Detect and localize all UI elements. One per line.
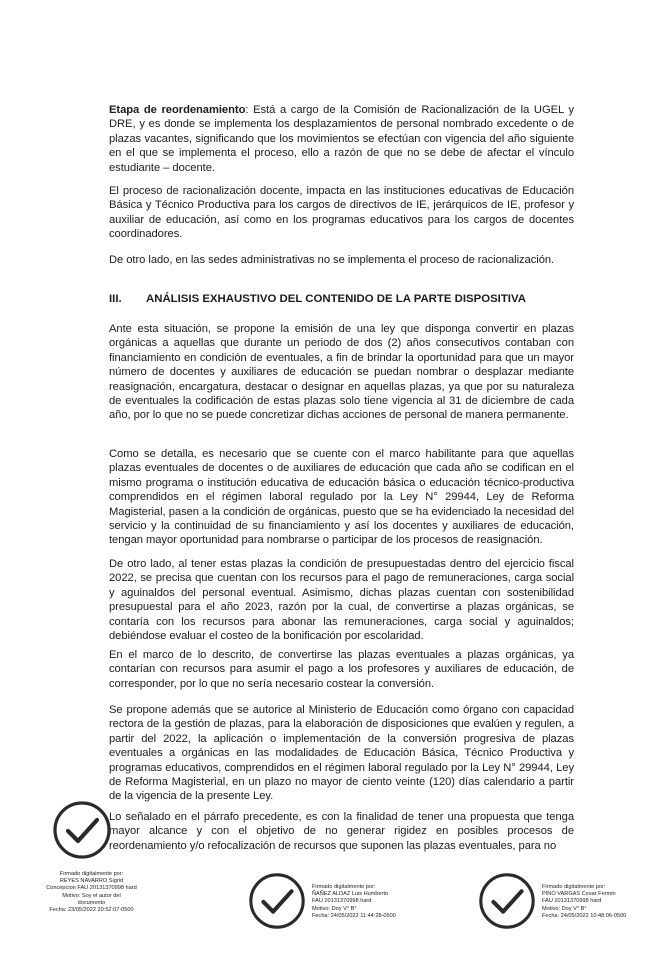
signature-line: Motivo: Soy el autor del [62,892,121,899]
paragraph-marco-habilitante [109,447,574,548]
signature-line: Fecha: 24/05/2022 11:44:28-0500 [312,912,396,919]
signature-line: Fecha: 24/05/2022 10:48:06-0500 [542,912,627,919]
paragraph-text: Como se detalla, es necesario que se cuente con el marco habilitante para que aquellas plazas eventuales de docentes o de auxiliares de educación que cada año se codifican en el mismo programa o institución educativa de educación básica o educación técnico-productiva comprendidos en el régimen laboral regulado por la Ley N° 29944, Ley de Reforma Magisterial, pasen a la condición de orgánicas, puesto que se ha evidenciado la necesidad del servicio y la continuidad de su financiamiento y así los docentes y auxiliares de educación, tengan mayor oportunidad para nombrarse o participar de los procesos de reasignación. [109,448,574,547]
paragraph-text: Se propone además que se autorice al Ministerio de Educación como órgano con capacidad rectora de la gestión de plazas, para la elaboración de disposiciones que evalúen y regulen, a partir del 2022, la aplicación o implementación de la conversión progresiva de plazas eventuales a orgánicas en las modalidades de Educación Básica, Técnico Productiva y programas educativos, comprendidos en el régimen laboral regulado por la Ley N° 29944, Ley de Reforma Magisterial, en un plazo no mayor de ciento veinte (120) días calendario a partir de la vigencia de la presente Ley. [109,704,574,803]
section-heading [109,293,579,305]
paragraph-propuesta-ley [109,322,574,423]
term-etapa-reordenamiento: Etapa de reordenamiento [109,104,246,116]
paragraph-marco-descrito [109,648,574,691]
paragraph-text: El proceso de racionalización docente, impacta en las instituciones educativas de Educación Básica y Técnico Productiva para los cargos de directivos de IE, jerárquicos de IE, profesor y auxiliar de educación, así como en los programas educativos para los cargos de docentes coordinadores. [109,185,574,241]
checkmark-seal-icon [476,870,538,932]
paragraph-sedes-administrativas [109,253,574,267]
signature-line: Firmado digitalmente por: [542,884,606,890]
signature-line: Firmado digitalmente por: [59,871,124,877]
paragraph-text: Ante esta situación, se propone la emisión de una ley que disponga convertir en plazas orgánicas a aquellas que durante un periodo de dos (2) años consecutivos contaban con financiamiento en condición de eventuales, a fin de brindar la oportunidad para que un mayor número de docentes y auxiliares de educación se puedan nombrar o desplazar mediante reasignación, encargatura, destacar o designar en aquellas plazas, ya que por su naturaleza de eventuales la codificación de estas plazas solo tiene vigencia al 31 de diciembre de cada año, por lo que no se puede concretizar dichas acciones de personal de manera permanente. [109,323,574,422]
checkmark-seal-icon [246,870,308,932]
checkmark-seal-icon [50,798,114,862]
signature-line: REYES NAVARRO Sigrid [59,878,124,885]
section-number: III. [109,293,122,305]
paragraph-text: : Está a cargo de la Comisión de Racionalización de la UGEL y DRE, y es donde se implementa los desplazamientos de personal nombrado excedente o de plazas vacantes, significando que los movimientos se efectúan con vigencia del año siguiente en el que se implementa el proceso, ello a razón de que no se debe de afectar el vínculo estudiante – docente. [109,104,574,174]
signature-line: Motivo: Doy V° B° [312,905,357,912]
signature-line: FAU 20131370998 hard [542,898,602,905]
signature-seal-1 [50,798,114,862]
paragraph-reordenamiento [109,103,574,175]
signature-text-3 [542,884,626,920]
paragraph-text: De otro lado, en las sedes administrativas no se implementa el proceso de racionalización. [109,254,555,266]
signature-line: Fecha: 23/05/2022 20:52:07-0500 [49,907,134,914]
section-title: ANÁLISIS EXHAUSTIVO DEL CONTENIDO DE LA PARTE DISPOSITIVA [146,293,526,305]
signature-line: Motivo: Doy V° B° [542,905,587,912]
signature-line: Concepcion FAU 20131370998 hard [46,885,137,892]
paragraph-finalidad [109,810,574,853]
signature-line: PINO VARGAS Cesar Fermin [542,891,616,898]
signature-line: FAU 20131370998 hard [312,898,372,905]
paragraph-ministerio-educacion [109,703,574,804]
signature-line: documento [77,899,106,906]
signature-text-2 [312,884,396,920]
signature-seal-3 [476,870,538,932]
paragraph-presupuesto [109,557,574,643]
signature-seal-2 [246,870,308,932]
signature-line: ÑAÑEZ ALDAZ Luis Humberto [312,891,389,898]
signature-line: Firmado digitalmente por: [312,884,376,890]
signature-text-1 [44,871,139,914]
paragraph-text: De otro lado, al tener estas plazas la condición de presupuestadas dentro del ejercicio fiscal 2022, se precisa que cuentan con los recursos para el pago de remuneraciones, carga social y aguinaldos del personal eventual. Asimismo, dichas plazas cuentan con sostenibilidad presupuestal para el año 2023, razón por la cual, de convertirse a plazas orgánicas, se contaría con los recursos para abonar las remuneraciones, carga social y aguinaldos; debiéndose evaluar el costeo de la bonificación por escolaridad. [109,558,574,643]
paragraph-text: Lo señalado en el párrafo precedente, es con la finalidad de tener una propuesta que tenga mayor alcance y con el objetivo de no generar rigidez en posibles procesos de reordenamiento y/o refocalización de recursos que suponen las plazas eventuales, para no [109,811,574,852]
paragraph-racionalizacion-docente [109,184,574,242]
paragraph-text: En el marco de lo descrito, de convertirse las plazas eventuales a plazas orgánicas, ya contarían con recursos para asumir el pago a los profesores y auxiliares de educación, de corresponder, por lo que no sería necesario costear la conversión. [109,649,574,690]
